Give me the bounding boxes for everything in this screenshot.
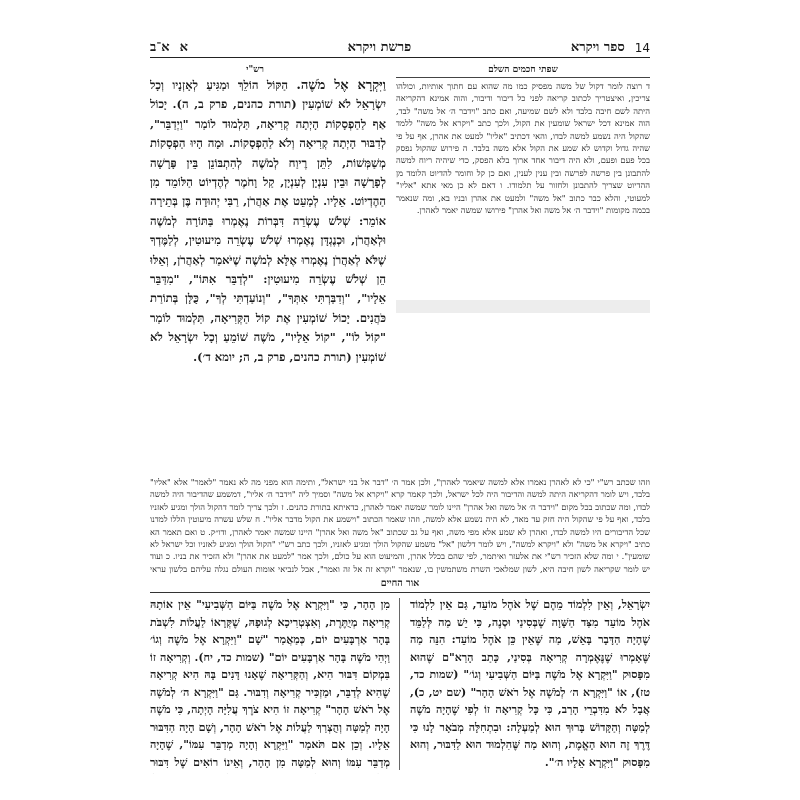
- column-divider: [399, 598, 400, 770]
- verse-range: א־ב: [150, 40, 170, 55]
- ohr-hachaim-title: אור החיים: [380, 578, 420, 589]
- book-title: ספר ויקרא: [570, 40, 625, 55]
- chapter-number: א: [179, 40, 188, 55]
- ohr-hachaim-text-a: יִשְׂרָאֵל, וְאֵין לִלְמוֹד מֵהֶם שֶׁל אֹהֶל מוֹעֵד, גַּם אֵין לִלְמוֹד אֹהֶל מוֹעֵד מִצַּד הַשָּׁוָה שֶׁבְּסִינַי וּסְנֶה, כִּי יֵשׁ מַה לְּלַמֵּד שֶׁהָיָה הַדָּבָר בָּאֵשׁ, מַה שֶּׁאֵין כֵּן אֹהֶל מוֹעֵד: הִנֵּה מַה שֶּׁאָמְרוּ שֶׁנֶּאֶמְרָה קְרִיאָה בְּסִינַי, כָּתַב הָרַא"ם שֶׁהוּא מִפָּסוּק "וַיִּקְרָא אֶל מֹשֶׁה בַּיּוֹם הַשְּׁבִיעִי וְגוֹ׳" (שמות כד, טז), אוֹ "וַיִּקְרָא ה׳ לְמֹשֶׁה אֶל רֹאשׁ הָהָר" (שם יט, כ), אֲבָל לֹא מִדִּבְרֵי הָרַב, כִּי כָּל קְרִיאָה זוֹ לְפִי שֶׁהָיָה מֹשֶׁה לְמַטָּה וְהַקָּדוֹשׁ בָּרוּךְ הוּא לְמַעְלָה: וּבִתְחִלָּה מְבֹאָר לָנוּ כִּי דֶּרֶךְ זֶה הוּא הָאֱמֶת, וְהוּא מַה שֶּׁהִלְמוּד הוּא לַדִּבּוּר, וְהוּא מִפָּסוּק "וַיִּקְרָא אֵלָיו ה׳".: [410, 598, 650, 769]
- sifsei-chachamim-column: [396, 80, 650, 288]
- header-center: [348, 39, 412, 55]
- ohr-hachaim-left-column: [150, 596, 390, 774]
- page-number: 14: [634, 41, 650, 55]
- rashi-paragraph: [150, 76, 386, 367]
- rashi-title: רש"י: [246, 65, 264, 75]
- header-right: [571, 39, 650, 55]
- running-header: [150, 38, 650, 58]
- ohr-hachaim-rule: [150, 592, 650, 593]
- sifsei-chachamim-text-b: וזהו שכתב רש"י "כי לא לאהרן נאמרו אלא למשה שיאמר לאהרן", ולכן אמר ה׳ "דבר אל בני ישראל", ותימה הוא מפני מה לא נאמר "לאמר" אלא "אליו" בלבד, ויש לומר דהקריאה היתה למשה והדיבור היה לכל ישראל, ולכך קאמר קרא "ויקרא אל משה" וסמיך ליה "וידבר ה׳ אליו", דמשמע שהדיבור היה למשה לבדו, ומה שכתוב בכל מקום "וידבר ה׳ אל משה ואל אהרן" היינו לומר שמשה יאמר לאהרן, כדאיתא בתורת כהנים. ז ולכך צריך לומר דהקול הולך ומגיע לאזניו בלבד, ואף על פי שהקול היה חזק עד מאד, לא היה נשמע אלא למשה, וזהו שאמר הכתוב "וישמע את הקול מדבר אליו". ח שלש עשרה מיעוטין הללו למדנו שכל הדיבורים היו למשה לבדו, ואהרן לא שמע אלא מפי משה, ואף על גב שכתוב "אל משה ואל אהרן" היינו שמשה יאמר לאהרן, ודו״ק. ט ואם תאמר הא כתיב "ויקרא אל משה" ולא "ויקרא למשה", ויש לומר דלשון "אל" משמע שהקול הולך ומגיע לאזניו, ולכך כתב רש"י "הקול הולך ומגיע לאזניו וכל ישראל לא שומעין". י ומה שלא הזכיר רש"י את אלעזר ואיתמר, לפי שהם בכלל אהרן, והמיעוט הוא על כולם, ולכך אמר "למעט את אהרן" ולא הזכיר את בניו. כ ועוד יש לומר שקריאה לשון חיבה היא, לשון שמלאכי השרת משתמשין בו, שנאמר "וקרא זה אל זה ואמר", אבל לנביאי אומות העולם נגלה עליהם בלשון עראי: [150, 477, 650, 574]
- rashi-text: הַקּוֹל הוֹלֵךְ וּמַגִּיעַ לְאָזְנָיו וְכָל יִשְׂרָאֵל לֹא שׁוֹמְעִין (תורת כהנים, פרק ב, ה). יָכוֹל אַף לַהַפְסָקוֹת הָיְתָה קְרִיאָה, תַּלְמוּד לוֹמַר "וַיְדַבֵּר", לְדִבּוּר הָיְתָה קְרִיאָה וְלֹא לַהַפְסָקוֹת. וּמָה הָיוּ הַפְסָקוֹת מְשַׁמְּשׁוֹת, לִתֵּן רֶיוַח לְמֹשֶׁה לְהִתְבּוֹנֵן בֵּין פָּרָשָׁה לְפָרָשָׁה וּבֵין עִנְיָן לְעִנְיָן, קַל וָחֹמֶר לְהֶדְיוֹט הַלּוֹמֵד מִן הַהֶדְיוֹט. אֵלָיו. לְמַעֵט אֶת אַהֲרֹן, רַבִּי יְהוּדָה בֶּן בְּתֵירָה אוֹמֵר: שְׁלֹשׁ עֶשְׂרֵה דִּבְּרוֹת נֶאֶמְרוּ בַּתּוֹרָה לְמֹשֶׁה וּלְאַהֲרֹן, וּכְנֶגְדָּן נֶאֶמְרוּ שְׁלֹשׁ עֶשְׂרֵה מִיעוּטִין, לְלַמֶּדְךָ שֶׁלֹּא לְאַהֲרֹן נֶאֶמְרוּ אֶלָּא לְמֹשֶׁה שֶׁיֹּאמַר לְאַהֲרֹן, וְאֵלּוּ הֵן שְׁלֹשׁ עֶשְׂרֵה מִיעוּטִין: "לְדַבֵּר אִתּוֹ", "מִדַּבֵּר אֵלָיו", "וְדִבַּרְתִּי אִתְּךָ", "וְנוֹעַדְתִּי לְךָ", כֻּלָּן בְּתוֹרַת כֹּהֲנִים. יָכוֹל שׁוֹמְעִין אֶת קוֹל הַקְּרִיאָה, תַּלְמוּד לוֹמַר "קוֹל לוֹ", "קוֹל אֵלָיו", מֹשֶׁה שׁוֹמֵעַ וְכָל יִשְׂרָאֵל לֹא שׁוֹמְעִין (תורת כהנים, פרק ב, ה; יומא ד׳).: [150, 78, 386, 364]
- highlight-band: [396, 300, 650, 313]
- rashi-lead: וַיִּקְרָא אֶל מֹשֶׁה.: [296, 78, 386, 93]
- parasha-title: פרשת ויקרא: [347, 40, 412, 55]
- sifsei-chachamim-continuation: [150, 476, 650, 574]
- sifsei-chachamim-rule: [396, 77, 650, 78]
- ohr-hachaim-right-column: [410, 596, 650, 774]
- rashi-column: [150, 76, 386, 468]
- ohr-hachaim-text-b: מִן הָהָר, כִּי "וַיִּקְרָא אֶל מֹשֶׁה בַּיּוֹם הַשְּׁבִיעִי" אֵין אוֹתָהּ קְרִיאָה מְיֻתֶּרֶת, וְאִצְטְרִיכָא לְגוּפָהּ, שֶׁקְּרָאוֹ לַעֲלוֹת לִשְׁבֹּת בָּהָר אַרְבָּעִים יוֹם, כְּמַאֲמַר "שָׁם "וַיִּקְרָא אֶל מֹשֶׁה וְגוֹ׳ וַיְהִי מֹשֶׁה בָּהָר אַרְבָּעִים יוֹם" (שמות כד, יח). וְקְרִיאָה זוֹ בִּמְקוֹם דִּבּוּר הִיא, וְהַקְּרִיאָה שֶׁאָנוּ דָּנִים בָּהּ הִיא קְרִיאָה שֶׁהִיא לְדַבֵּר, וּמַזְכִּיר קְרִיאָה וְדִבּוּר. גַּם "וַיִּקְרָא ה׳ לְמֹשֶׁה אֶל רֹאשׁ הָהָר" קְרִיאָה זוֹ הִיא צֹרֶךְ עֲלִיָּה הָיְתָה, כִּי מֹשֶׁה הָיָה לְמַטָּה וְהֻצְרַךְ לַעֲלוֹת אֶל רֹאשׁ הָהָר, וְשָׁם הָיָה הַדִּבּוּר אֵלָיו. וְכֵן אִם תֹּאמַר "וַיִּקְרָא וְהָיָה מְדַבֵּר עִמּוֹ", שֶׁהָיָה מְדַבֵּר עִמּוֹ וְהוּא לְמַטָּה מִן הָהָר, וְאֵינוֹ רוֹאִים שֶׁל דִּבּוּר: [150, 598, 390, 769]
- sifsei-chachamim-title: שפתי חכמים השלם: [488, 65, 558, 75]
- header-left: [150, 39, 188, 55]
- sifsei-chachamim-text-a: ד רוצה לומר דקול של משה מפסיק כמו מה שהוא עם חתוך אותיות, וכולהו צריכין, ואיצטריך לכתוב קריאה לפני כל דיבור ודיבור, והוה אמינא דהקריאה היתה לשם חיבה בלבד ולא לשם שמיעה, ואם כתב "וידבר ה׳ אל משה" לבד, הוה אמינא דכל ישראל שומעין את הקול, ולכך כתב "ויקרא אל משה" ללמד שהקול היה נשמע למשה לבדו, והאי דכתיב "אליו" למעט את אהרן, אף על פי שהיה גדול וקדוש לא שמע את הקול אלא משה בלבד. ה פירוש שהקול נפסק בכל פעם ופעם, ולא היה דיבור אחד ארוך בלא הפסק, כדי שיהיה ריוח למשה להתבונן בין פרשה לפרשה ובין ענין לענין, ואם כן קל וחומר להדיוט הלומד מן ההדיוט שצריך להתבונן ולחזור על תלמודו. ו דאם לא כן מאי אתא "אליו" למעוטי, והלא כבר כתוב "אל משה" ולמעט את אהרן ובניו בא, ומה שנאמר בכמה מקומות "וידבר ה׳ אל משה ואל אהרן" פירושו שמשה יאמר לאהרן.: [396, 81, 650, 216]
